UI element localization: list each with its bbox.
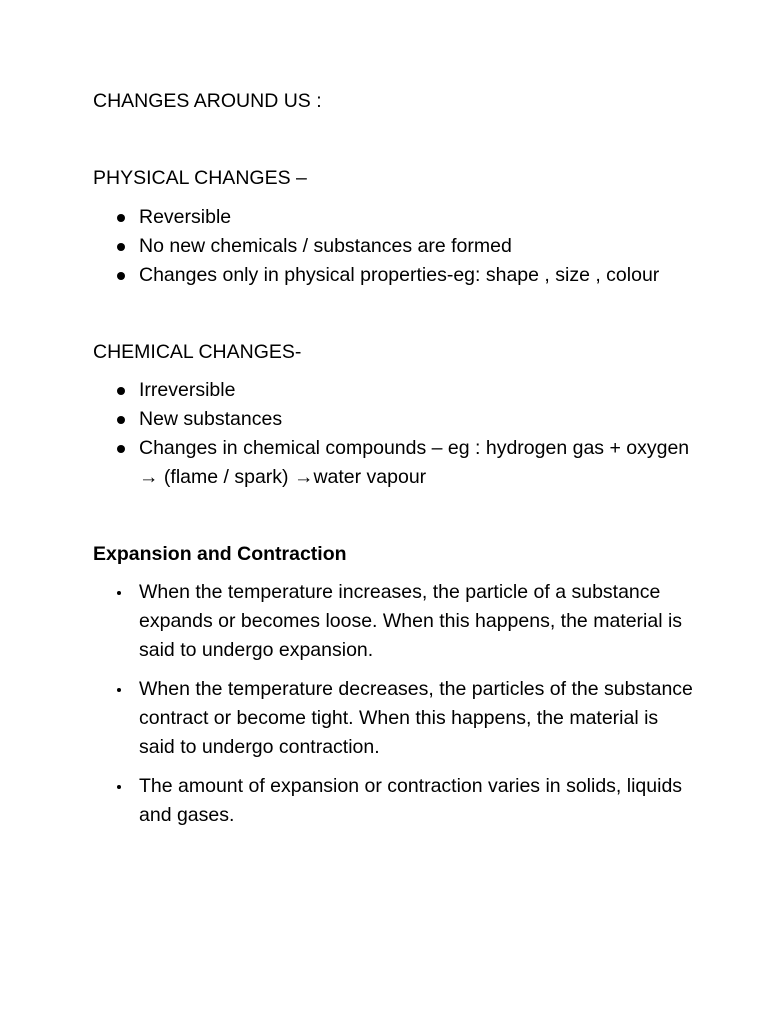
expansion-contraction-list xyxy=(93,578,693,830)
list-item xyxy=(93,376,693,405)
bullet-icon xyxy=(117,214,125,222)
list-item-text: New substances xyxy=(139,408,283,430)
list-item-text: Irreversible xyxy=(139,379,236,401)
expansion-contraction-heading: Expansion and Contraction xyxy=(93,543,347,565)
document-title: CHANGES AROUND US : xyxy=(93,90,322,112)
physical-changes-list xyxy=(93,203,693,290)
physical-changes-heading: PHYSICAL CHANGES – xyxy=(93,167,307,189)
bullet-icon xyxy=(117,416,125,424)
bullet-icon xyxy=(117,272,125,280)
bullet-icon xyxy=(117,785,121,789)
list-item xyxy=(93,232,693,261)
list-item xyxy=(93,675,693,762)
list-item xyxy=(93,405,693,434)
list-item-text: The amount of expansion or contraction varies in solids, liquids and gases. xyxy=(139,775,683,826)
list-item-text: Changes in chemical compounds – eg : hydrogen gas + oxygen → (flame / spark) →water vapour xyxy=(139,437,690,488)
chemical-changes-heading: CHEMICAL CHANGES- xyxy=(93,341,302,363)
document-page xyxy=(93,87,693,840)
list-item xyxy=(93,434,693,492)
list-item-text: Changes only in physical properties-eg: shape , size , colour xyxy=(139,264,660,286)
bullet-icon xyxy=(117,387,125,395)
list-item xyxy=(93,203,693,232)
list-item-text: No new chemicals / substances are formed xyxy=(139,235,512,257)
bullet-icon xyxy=(117,243,125,251)
list-item xyxy=(93,261,693,290)
bullet-icon xyxy=(117,591,121,595)
list-item xyxy=(93,772,693,830)
list-item-text: When the temperature increases, the particle of a substance expands or becomes loose. When this happens, the material is said to undergo expansion. xyxy=(139,581,683,661)
list-item xyxy=(93,578,693,665)
list-item-text: Reversible xyxy=(139,206,232,228)
list-item-text: When the temperature decreases, the particles of the substance contract or become tight. When this happens, the material is said to undergo contraction. xyxy=(139,678,693,758)
bullet-icon xyxy=(117,688,121,692)
bullet-icon xyxy=(117,445,125,453)
chemical-changes-list xyxy=(93,376,693,492)
